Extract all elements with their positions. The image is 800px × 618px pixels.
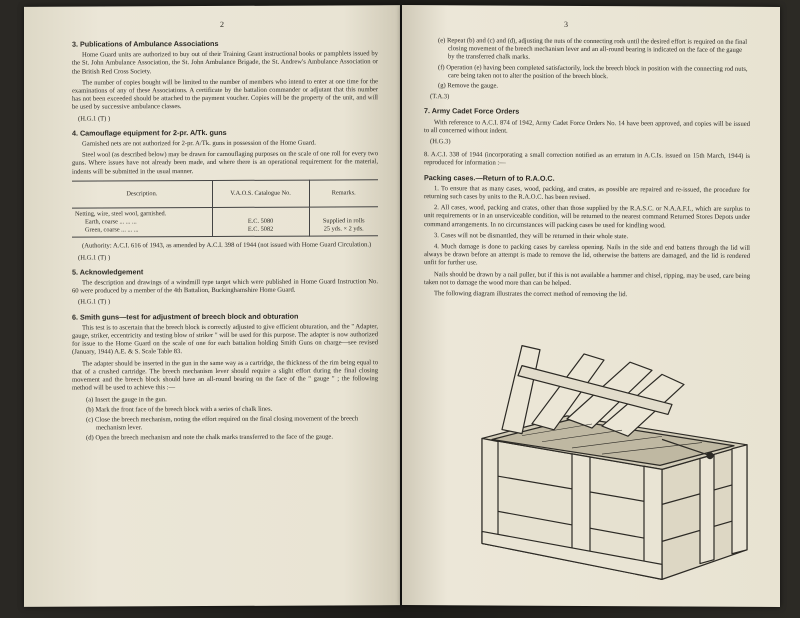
- section-8-paragraph: The following diagram illustrates the correct method of removing the lid.: [434, 290, 628, 299]
- section-4-reference: (H.G.1 (T) ): [78, 254, 111, 262]
- steel-wool-table: [72, 179, 378, 238]
- section-3-paragraph: Home Guard units are authorized to buy out of their Training Grant instructional books or pamphlets issued by the St. John Ambulance Association, the St. John Ambulance Brigade, the St. Andrew's Ambulance Association or the British Red Cross Society.: [72, 50, 378, 76]
- packing-case-diagram: [462, 343, 762, 585]
- catalogue-number: E.C. 5080: [247, 217, 274, 225]
- section-5-reference: (H.G.1 (T) ): [78, 298, 111, 307]
- step-list: [424, 37, 750, 92]
- section-6-paragraph: The adapter should be inserted in the gun in the same way as a cartridge, the thickness of the rim being equal to that of a crushed cartridge. The breech mechanism lever should require a slight effort during the final closing movement and the breech block should have an all-round bearing on the face of the " gauge " ; the following method will be used to achieve this :—: [72, 358, 378, 392]
- section-8-paragraph: 3. Cases will not be dismantled, they will be returned in their whole state.: [434, 232, 629, 241]
- table-row: [72, 207, 378, 238]
- list-item: (g) Remove the gauge.: [438, 82, 499, 90]
- section-3-paragraph: The number of copies bought will be limited to the number of members who intend to enter at one time for the examinations of any of these Associations. A certificate by the battalion commander or adjutant that this number has not been exceeded should be attached to the payment voucher. Copies will be the property of the unit, and will be used by successive ambulance classes.: [72, 78, 378, 112]
- section-4-authority: (Authority: A.C.I. 616 of 1943, as amended by A.C.I. 398 of 1944 (not issued with Home Guard Circulation.): [82, 241, 372, 251]
- catalogue-number: E.C. 5082: [247, 225, 274, 234]
- section-7-title: 7. Army Cadet Force Orders: [424, 106, 520, 117]
- section-5-paragraph: The description and drawings of a windmill type target which were published in Home Guard Instruction No. 60 were produced by a member of the 4th Battalion, Buckinghamshire Home Guard.: [72, 278, 378, 295]
- table-header: V.A.O.S. Catalogue No.: [212, 180, 309, 207]
- page-number: 3: [564, 19, 568, 29]
- table-cell-remarks: [309, 207, 378, 237]
- section-5-title: 5. Acknowledgement: [72, 267, 144, 277]
- section-8-paragraph: 1. To ensure that as many cases, wood, packing, and crates, as possible are repaired and re-issued, the procedure for returning such cases by units to the R.A.O.C. has been revised.: [424, 185, 750, 202]
- description-line: Green, coarse ... ... ...: [85, 226, 139, 234]
- section-4-title: 4. Camouflage equipment for 2-pr. A/Tk. guns: [72, 127, 227, 138]
- list-item: (a) Insert the gauge in the gun.: [86, 395, 167, 404]
- remarks-line: 25 yds. × 2 yds.: [323, 225, 364, 233]
- section-8-paragraph: 4. Much damage is done to packing cases by careless opening. Nails in the side and end battens through the lid will always be drawn before an attempt is made to remove the lid, otherwise the battens are damaged, and the lid is rendered unfit for further use.: [424, 243, 750, 267]
- table-header: Remarks.: [309, 180, 378, 207]
- list-item: (f) Operation (e) having been completed satisfactorily, lock the breech block in position with the connecting rod nuts, care being taken not to alter the position of the breech block.: [438, 63, 748, 80]
- description-line: Earth, coarse ... ... ...: [85, 218, 137, 226]
- right-page: [402, 5, 780, 607]
- table-header: Description.: [72, 180, 212, 208]
- section-6-paragraph: This test is to ascertain that the breech block is correctly adjusted to give efficient obturation, and the " Adapter, gauge, striker, eccentricity and testing blow of striker " will be used for this purpose. The adapter is now authorized for issue to the Home Guard on the scale of one for each battalion holding Smith Guns on charge—see revised (January, 1944) A.E. & S. Scale Table 83.: [72, 323, 378, 357]
- section-4-paragraph: Garnished nets are not authorized for 2-pr. A/Tk. guns in possession of the Home Guard.: [82, 139, 316, 148]
- section-7-reference: (H.G.3): [430, 138, 451, 146]
- remarks-line: Supplied in rolls: [322, 217, 365, 225]
- description-line: Netting, wire, steel wool, garnished.: [75, 210, 167, 218]
- table-cell-catalogue: [212, 207, 309, 237]
- table-cell-description: [72, 207, 212, 237]
- list-item: (e) Repeat (b) and (c) and (d), adjusting the nuts of the connecting rods until the desired effort is required on the final closing movement of the breech mechanism lever and an all-round bearing is indicated on the face of the gauge by the transferred chalk marks.: [438, 37, 748, 62]
- steps-reference: (T.A.3): [430, 93, 450, 101]
- right-page-content: [424, 35, 750, 303]
- section-3-reference: (H.G.1 (T) ): [78, 115, 111, 123]
- section-8-intro: 8. A.C.I. 338 of 1944 (incorporating a small correction notified as an erratum in A.C.Is. issued on 15th March, 1944) is reproduced for information :—: [424, 151, 750, 167]
- section-7-paragraph: With reference to A.C.I. 874 of 1942, Army Cadet Force Orders No. 14 have been approved, and copies will be issued to all concerned without indent.: [424, 118, 750, 135]
- step-list: [72, 395, 378, 443]
- section-6-title: 6. Smith guns—test for adjustment of breech block and obturation: [72, 311, 299, 322]
- left-page: [24, 5, 400, 607]
- page-number: 2: [220, 19, 224, 29]
- left-page-content: [72, 33, 378, 446]
- list-item: (c) Close the breech mechanism, noting the effort required on the final closing movement of the breech mechanism lever.: [86, 415, 359, 432]
- section-3-title: 3. Publications of Ambulance Associations: [72, 38, 219, 49]
- section-8-subtitle: Packing cases.—Return of to R.A.O.C.: [424, 172, 555, 183]
- section-4-paragraph: Steel wool (as described below) may be drawn for camouflaging purposes on the scale of one roll for every two guns. Where issues have not already been made, and where there is an operational requirement for the material, indents will be submitted in the usual manner.: [72, 150, 378, 176]
- list-item: (b) Mark the front face of the breech block with a series of chalk lines.: [86, 405, 273, 414]
- section-8-paragraph: Nails should be drawn by a nail puller, but if this is not available a hammer and chisel, ripping, may be used, care being taken not to damage the wood more than can be helped.: [424, 270, 750, 287]
- list-item: (d) Open the breech mechanism and note the chalk marks transferred to the face of the gauge.: [86, 433, 333, 442]
- section-8-paragraph: 2. All cases, wood, packing and crates, other than those supplied by the R.A.S.C. or N.A.A.F.I., which are surplus to unit requirements or in an unserviceable condition, will be returned to the nearest command Returned Stores Depots under command arrangements. In no circumstances will packing cases be used for kindling wood.: [424, 204, 750, 230]
